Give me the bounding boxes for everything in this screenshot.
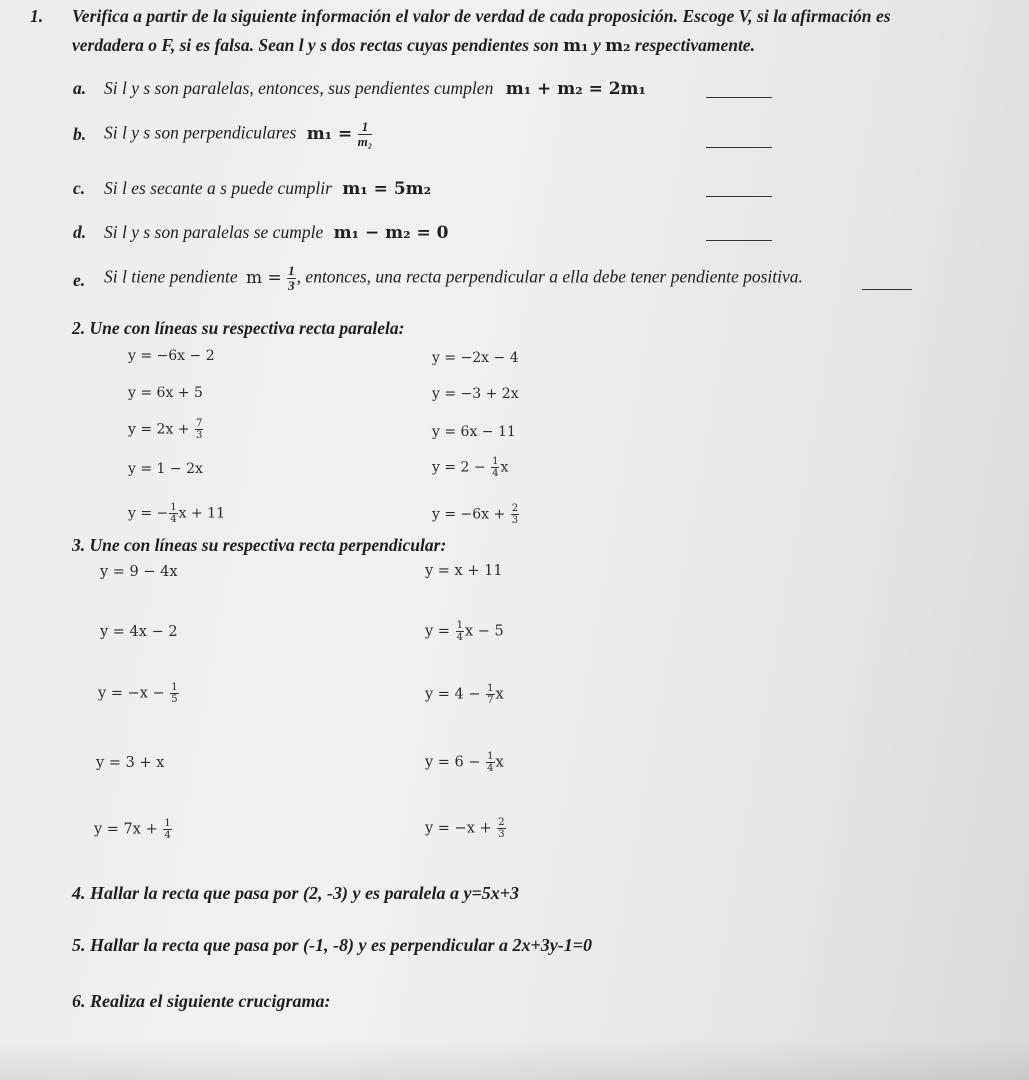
q1c-label: c. (73, 178, 86, 198)
q3-left-eq-4: y = 3 + x (96, 755, 165, 771)
q2-title: 2. Une con líneas su respectiva recta paralela: (72, 318, 405, 338)
q3-title: 3. Une con líneas su respectiva recta perpendicular: (72, 535, 447, 555)
q2-left-eq-5: y = − $\frac{1}{4}$ x + 11 (128, 502, 225, 525)
q1e-answer-blank[interactable] (862, 289, 912, 290)
q1c-math: m₁ = 5m₂ (342, 179, 432, 199)
page-shadow (0, 1040, 1029, 1080)
q1b-answer-blank[interactable] (706, 147, 772, 148)
q1-number: 1. (30, 6, 44, 26)
q4-prompt: 4. Hallar la recta que pasa por (2, -3) y es paralela a y=5x+3 (72, 883, 519, 903)
q1b-math-lhs: m₁ = (306, 123, 353, 144)
q2-right-eq-2: y = −3 + 2x (432, 386, 519, 402)
q2-right-eq-3: y = 6x − 11 (432, 424, 516, 440)
q1a-label: a. (73, 78, 87, 98)
q1-instructions-line1: Verifica a partir de la siguiente información el valor de verdad de cada proposición. Escoge V, si la afirmación es (72, 6, 891, 26)
q2-right-eq-1: y = −2x − 4 (432, 350, 519, 366)
q1d-label: d. (73, 222, 87, 242)
q1e-text: Si l tiene pendiente m = $\frac{1}{3}$ , entonces, una recta perpendicular a ella debe tener pendiente positiva. (104, 263, 803, 293)
q1c-text: Si l es secante a s puede cumplir m₁ = 5m₂ (104, 178, 432, 199)
q1b-label: b. (73, 124, 87, 144)
q1d-answer-blank[interactable] (706, 240, 772, 241)
q3-right-eq-3: y = 4 − $\frac{1}{7}$ x (425, 683, 504, 706)
q3-right-eq-2: y = $\frac{1}{4}$ x − 5 (425, 620, 504, 643)
q1e-label: e. (73, 270, 86, 290)
q3-right-eq-5: y = −x + $\frac{2}{3}$ (425, 817, 505, 840)
q2-left-eq-4: y = 1 − 2x (128, 461, 203, 477)
q3-left-eq-2: y = 4x − 2 (100, 624, 178, 640)
q1a-answer-blank[interactable] (706, 97, 772, 98)
q3-left-eq-5: y = 7x + $\frac{1}{4}$ (94, 818, 171, 841)
q1a-math: m₁ + m₂ = 2m₁ (505, 79, 646, 99)
q1a-text: Si l y s son paralelas, entonces, sus pendientes cumplen m₁ + m₂ = 2m₁ (104, 78, 646, 99)
q3-left-eq-3: y = −x − $\frac{1}{5}$ (98, 682, 178, 705)
q2-left-eq-2: y = 6x + 5 (128, 385, 203, 401)
q2-left-eq-3: y = 2x + $\frac{7}{3}$ (128, 418, 203, 441)
q5-prompt: 5. Hallar la recta que pasa por (-1, -8) y es perpendicular a 2x+3y-1=0 (72, 935, 592, 955)
q1e-fraction: $\frac{1}{3}$ (288, 263, 295, 293)
m1-symbol: m₁ (563, 36, 589, 56)
q1d-text: Si l y s son paralelas se cumple m₁ − m₂ = 0 (104, 222, 449, 243)
q1e-math-lhs: m = (246, 267, 282, 288)
q3-right-eq-1: y = x + 11 (425, 563, 503, 579)
q1-instructions-line2: verdadera o F, si es falsa. Sean l y s dos rectas cuyas pendientes son m₁ y m₂ respectivamente. (72, 35, 755, 56)
q6-prompt: 6. Realiza el siguiente crucigrama: (72, 991, 331, 1011)
m2-symbol: m₂ (605, 36, 631, 56)
q2-left-eq-1: y = −6x − 2 (128, 348, 215, 364)
q1c-answer-blank[interactable] (706, 196, 772, 197)
q3-left-eq-1: y = 9 − 4x (100, 564, 178, 580)
q1d-math: m₁ − m₂ = 0 (333, 223, 449, 243)
q1b-fraction: $\frac{1}{\text{m₂}}$ (357, 119, 373, 149)
q1b-text: Si l y s son perpendiculares m₁ = $\frac{1}{\text{m₂}}$ (104, 119, 373, 149)
q2-right-eq-4: y = 2 − $\frac{1}{4}$ x (432, 456, 509, 479)
q3-right-eq-4: y = 6 − $\frac{1}{4}$ x (425, 751, 504, 774)
q2-right-eq-5: y = −6x + $\frac{2}{3}$ (432, 503, 519, 526)
